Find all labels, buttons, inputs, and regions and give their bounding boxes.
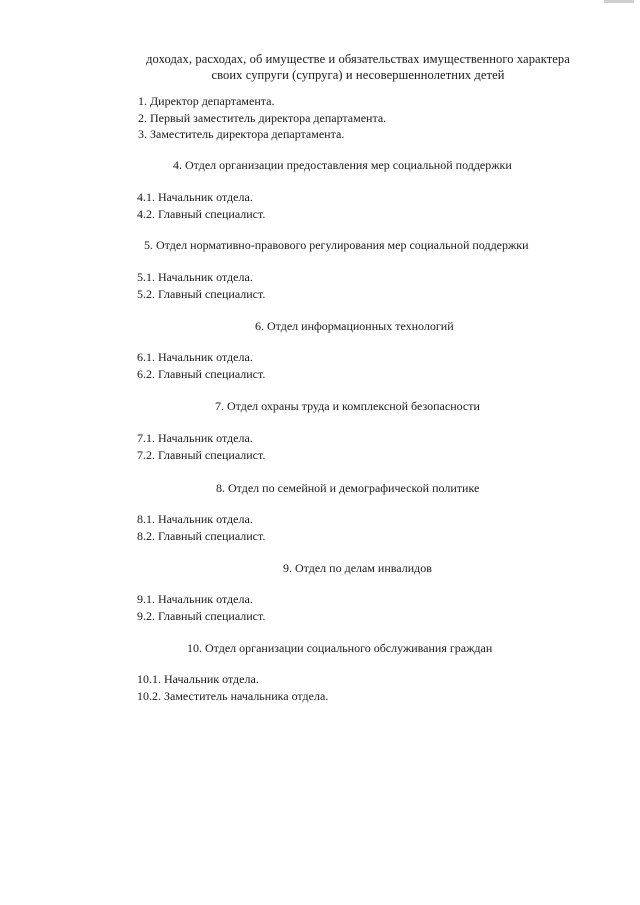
section-title: 10. Отдел организации социального обслуживания граждан [187, 641, 493, 655]
section-item-list [137, 269, 265, 302]
section-item-list [137, 189, 265, 222]
scan-corner-mark [604, 0, 634, 3]
list-item: 9.1. Начальник отдела. [137, 592, 253, 606]
list-item: 8.2. Главный специалист. [137, 528, 266, 543]
list-item: 7.2. Главный специалист. [137, 447, 266, 462]
section-title: 5. Отдел нормативно-правового регулирования мер социальной поддержки [144, 238, 529, 252]
list-item: 1. Директор департамента. [138, 94, 275, 108]
list-item: 6.1. Начальник отдела. [137, 350, 253, 364]
section-title: 9. Отдел по делам инвалидов [283, 561, 432, 575]
section-title: 4. Отдел организации предоставления мер социальной поддержки [173, 158, 512, 172]
list-item: 5.1. Начальник отдела. [137, 270, 253, 284]
list-item: 4.2. Главный специалист. [137, 206, 266, 221]
top-position-list [138, 93, 386, 143]
list-item: 4.1. Начальник отдела. [137, 190, 253, 204]
list-item: 7.1. Начальник отдела. [137, 431, 253, 445]
section-title: 6. Отдел информационных технологий [255, 319, 454, 333]
section-item-list [137, 511, 265, 544]
section-item-list [137, 430, 265, 463]
list-item: 10.1. Начальник отдела. [137, 672, 259, 686]
document-header [100, 51, 616, 83]
list-item: 2. Первый заместитель директора департамента. [138, 110, 387, 125]
section-item-list [137, 671, 328, 704]
section-title: 7. Отдел охраны труда и комплексной безопасности [215, 399, 480, 413]
list-item: 10.2. Заместитель начальника отдела. [137, 688, 329, 703]
header-line-1: доходах, расходах, об имуществе и обязательствах имущественного характера [146, 52, 570, 66]
section-title: 8. Отдел по семейной и демографической политике [216, 481, 480, 495]
list-item: 3. Заместитель директора департамента. [138, 127, 345, 141]
list-item: 9.2. Главный специалист. [137, 608, 266, 623]
list-item: 6.2. Главный специалист. [137, 366, 266, 381]
section-item-list [137, 349, 265, 382]
list-item: 8.1. Начальник отдела. [137, 512, 253, 526]
header-line-2: своих супруги (супруга) и несовершеннолетних детей [211, 68, 505, 82]
section-item-list [137, 591, 265, 624]
list-item: 5.2. Главный специалист. [137, 286, 266, 301]
